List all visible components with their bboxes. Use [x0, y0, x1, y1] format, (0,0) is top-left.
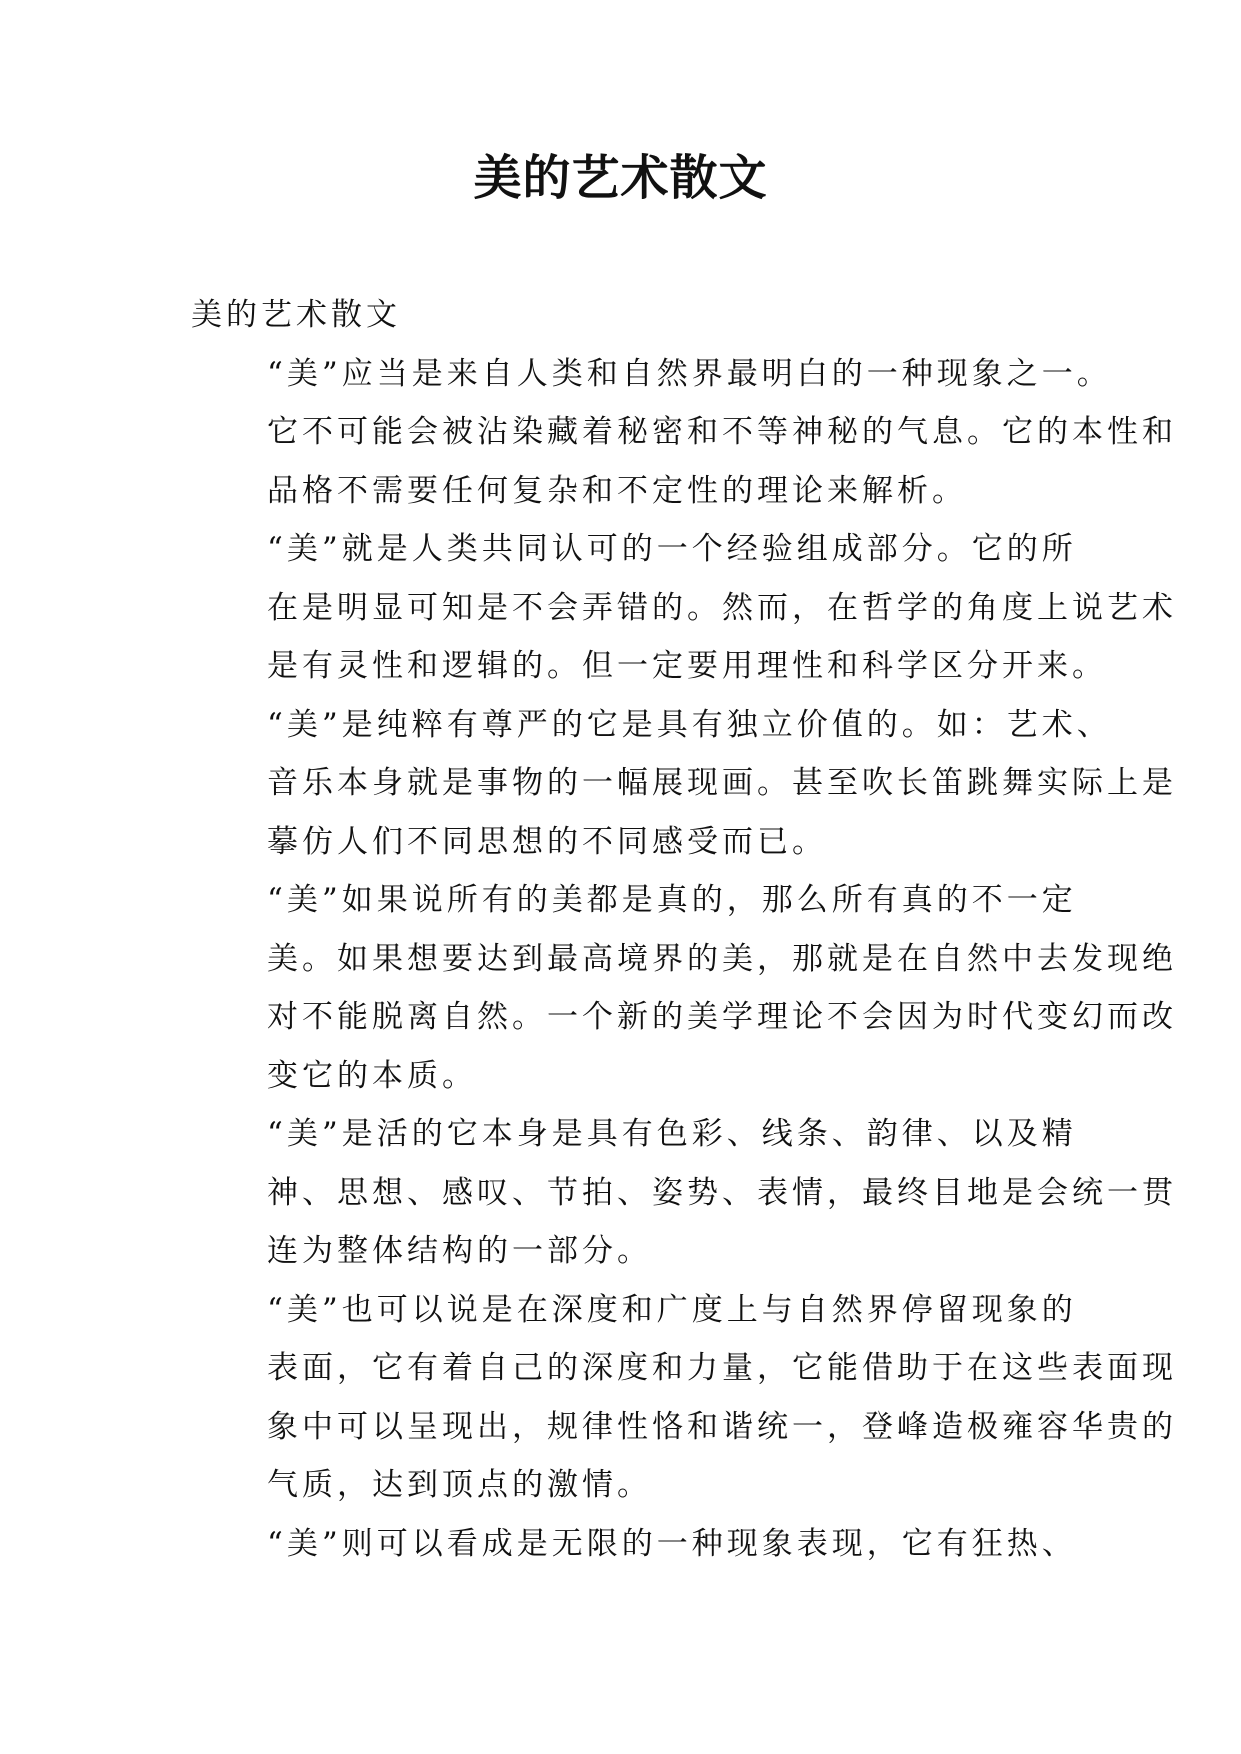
paragraph-line: 表面，它有着自己的深度和力量，它能借助于在这些表面现	[267, 1350, 1177, 1386]
document-subtitle: 美的艺术散文	[191, 297, 401, 333]
paragraph-line: 它不可能会被沾染藏着秘密和不等神秘的气息。它的本性和	[267, 414, 1177, 450]
paragraph-3	[191, 696, 1177, 872]
paragraph-line: 气质，达到顶点的激情。	[267, 1467, 652, 1503]
paragraph-2	[191, 520, 1177, 696]
paragraph-line: 是有灵性和逻辑的。但一定要用理性和科学区分开来。	[267, 648, 1107, 684]
paragraph-line: “美”如果说所有的美都是真的，那么所有真的不一定	[267, 882, 1077, 918]
paragraph-line: “美”也可以说是在深度和广度上与自然界停留现象的	[267, 1291, 1077, 1328]
paragraph-line: “美”则可以看成是无限的一种现象表现，它有狂热、	[267, 1525, 1077, 1562]
paragraph-line: 对不能脱离自然。一个新的美学理论不会因为时代变幻而改	[267, 999, 1177, 1035]
document-body	[191, 286, 1177, 1573]
paragraph-4	[191, 871, 1177, 1105]
paragraph-line: “美”就是人类共同认可的一个经验组成部分。它的所	[267, 531, 1077, 567]
paragraph-6	[191, 1281, 1177, 1515]
paragraph-line: 美。如果想要达到最高境界的美，那就是在自然中去发现绝	[267, 940, 1177, 977]
paragraph-line: 品格不需要任何复杂和不定性的理论来解析。	[267, 472, 967, 509]
paragraph-line: “美”应当是来自人类和自然界最明白的一种现象之一。	[267, 355, 1112, 392]
document-title: 美的艺术散文	[473, 150, 768, 206]
paragraph-line: 音乐本身就是事物的一幅展现画。甚至吹长笛跳舞实际上是	[267, 765, 1177, 801]
paragraph-1	[191, 345, 1177, 521]
paragraph-line: 连为整体结构的一部分。	[267, 1233, 652, 1269]
paragraph-line: 神、思想、感叹、节拍、姿势、表情，最终目地是会统一贯	[267, 1174, 1177, 1211]
paragraph-line: 象中可以呈现出，规律性恪和谐统一，登峰造极雍容华贵的	[267, 1408, 1177, 1445]
paragraph-7	[191, 1515, 1077, 1574]
paragraph-line: “美”是纯粹有尊严的它是具有独立价值的。如：艺术、	[267, 706, 1112, 743]
paragraph-line: 在是明显可知是不会弄错的。然而，在哲学的角度上说艺术	[267, 589, 1177, 626]
paragraph-line: “美”是活的它本身是具有色彩、线条、韵律、以及精	[267, 1116, 1077, 1152]
paragraph-line: 变它的本质。	[267, 1057, 477, 1094]
paragraph-5	[191, 1105, 1177, 1281]
paragraph-line: 摹仿人们不同思想的不同感受而已。	[267, 823, 827, 860]
